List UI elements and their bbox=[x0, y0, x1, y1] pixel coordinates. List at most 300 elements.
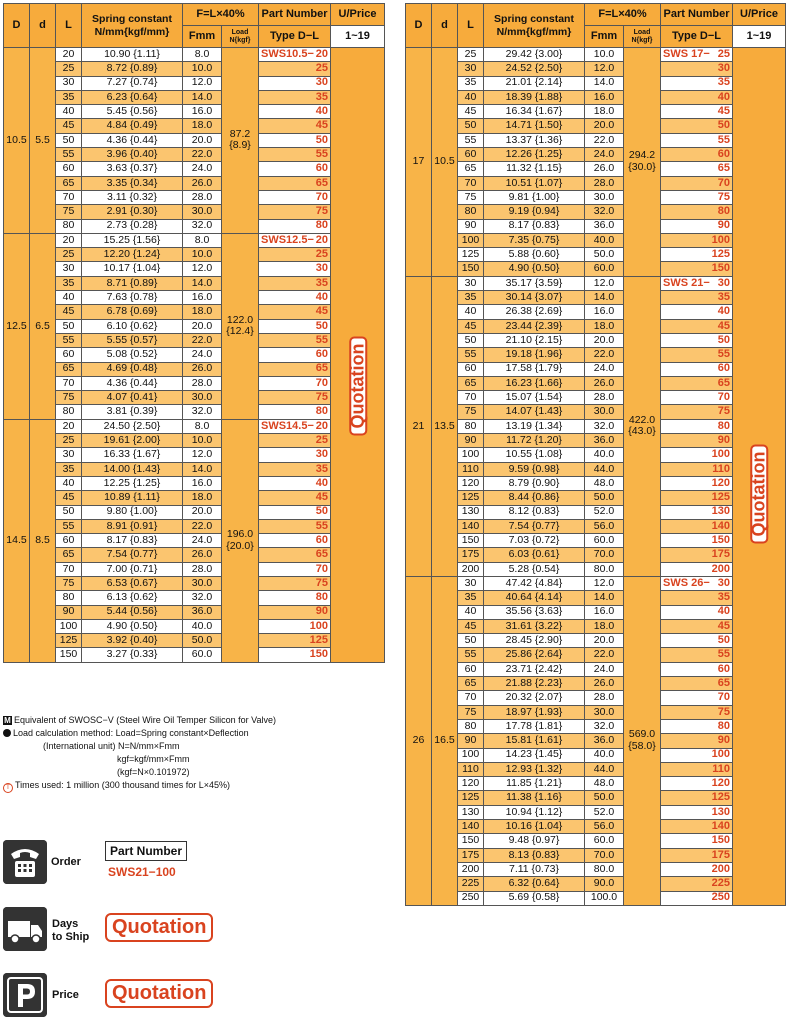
part-number-length: 70 bbox=[315, 190, 328, 203]
cell-L: 75 bbox=[56, 576, 82, 590]
cell-L: 55 bbox=[458, 648, 484, 662]
table-row bbox=[406, 133, 786, 147]
cell-fmm: 26.0 bbox=[585, 162, 624, 176]
cell-spring-constant: 6.10 {0.62} bbox=[82, 319, 183, 333]
cell-fmm: 60.0 bbox=[585, 262, 624, 276]
cell-fmm: 30.0 bbox=[183, 576, 222, 590]
cell-fmm: 20.0 bbox=[585, 333, 624, 347]
cell-fmm: 36.0 bbox=[585, 734, 624, 748]
load-kgf: {58.0} bbox=[628, 739, 656, 752]
table-row bbox=[406, 76, 786, 90]
cell-part-number bbox=[259, 348, 331, 362]
cell-d: 16.5 bbox=[432, 576, 458, 905]
cell-L: 110 bbox=[458, 462, 484, 476]
cell-fmm: 60.0 bbox=[585, 534, 624, 548]
cell-L: 35 bbox=[458, 591, 484, 605]
part-number-length: 25 bbox=[315, 62, 328, 75]
cell-fmm: 26.0 bbox=[585, 376, 624, 390]
cell-L: 125 bbox=[458, 791, 484, 805]
part-number-length: 35 bbox=[717, 76, 730, 89]
cell-part-number bbox=[661, 548, 733, 562]
cell-L: 45 bbox=[458, 319, 484, 333]
cell-L: 75 bbox=[458, 705, 484, 719]
load-kgf: {12.4} bbox=[226, 325, 254, 338]
cell-L: 65 bbox=[56, 548, 82, 562]
cell-part-number bbox=[259, 434, 331, 448]
header-L: L bbox=[56, 4, 82, 48]
table-row bbox=[4, 534, 385, 548]
table-row bbox=[4, 105, 385, 119]
cell-part-number bbox=[661, 719, 733, 733]
bullet-icon bbox=[3, 729, 11, 737]
cell-load bbox=[222, 233, 259, 419]
cell-fmm: 26.0 bbox=[183, 176, 222, 190]
times-used-icon: T bbox=[3, 783, 13, 793]
cell-L: 55 bbox=[458, 348, 484, 362]
cell-part-number bbox=[661, 762, 733, 776]
cell-spring-constant: 24.50 {2.50} bbox=[82, 419, 183, 433]
cell-spring-constant: 8.91 {0.91} bbox=[82, 519, 183, 533]
header-load-label: Load bbox=[231, 28, 249, 36]
cell-part-number bbox=[661, 291, 733, 305]
part-number-length: 50 bbox=[315, 505, 328, 518]
cell-spring-constant: 12.93 {1.32} bbox=[484, 762, 585, 776]
cell-spring-constant: 17.58 {1.79} bbox=[484, 362, 585, 376]
table-row bbox=[4, 462, 385, 476]
cell-part-number bbox=[259, 262, 331, 276]
quotation-badge[interactable]: Quotation bbox=[349, 336, 367, 435]
cell-part-number bbox=[661, 877, 733, 891]
cell-fmm: 22.0 bbox=[585, 348, 624, 362]
part-number-length: 65 bbox=[717, 376, 730, 389]
cell-fmm: 30.0 bbox=[183, 391, 222, 405]
cell-spring-constant: 7.54 {0.77} bbox=[484, 519, 585, 533]
cell-part-number bbox=[259, 148, 331, 162]
cell-spring-constant: 7.03 {0.72} bbox=[484, 534, 585, 548]
cell-part-number bbox=[661, 219, 733, 233]
cell-spring-constant: 6.78 {0.69} bbox=[82, 305, 183, 319]
cell-spring-constant: 11.85 {1.21} bbox=[484, 777, 585, 791]
table-row bbox=[406, 634, 786, 648]
cell-fmm: 14.0 bbox=[183, 462, 222, 476]
cell-L: 45 bbox=[56, 305, 82, 319]
note-material bbox=[3, 714, 276, 727]
cell-L: 100 bbox=[56, 619, 82, 633]
cell-L: 150 bbox=[56, 648, 82, 662]
cell-spring-constant: 3.35 {0.34} bbox=[82, 176, 183, 190]
cell-L: 50 bbox=[458, 333, 484, 347]
cell-fmm: 24.0 bbox=[585, 662, 624, 676]
cell-part-number bbox=[259, 562, 331, 576]
cell-spring-constant: 10.55 {1.08} bbox=[484, 448, 585, 462]
table-row bbox=[406, 848, 786, 862]
cell-part-number bbox=[259, 305, 331, 319]
table-row bbox=[4, 576, 385, 590]
part-number-length: 125 bbox=[711, 248, 730, 261]
cell-load bbox=[624, 48, 661, 277]
cell-part-number bbox=[661, 176, 733, 190]
header-load-unit: N{kgf} bbox=[229, 36, 251, 44]
cell-L: 65 bbox=[56, 176, 82, 190]
table-row bbox=[406, 262, 786, 276]
cell-part-number bbox=[661, 576, 733, 590]
cell-fmm: 12.0 bbox=[183, 76, 222, 90]
cell-fmm: 30.0 bbox=[585, 405, 624, 419]
part-number-length: 35 bbox=[315, 462, 328, 475]
part-number-length: 40 bbox=[315, 290, 328, 303]
spec-table-left bbox=[3, 3, 385, 663]
cell-part-number bbox=[259, 376, 331, 390]
part-number-length: 140 bbox=[711, 819, 730, 832]
note-load-method bbox=[3, 727, 276, 740]
part-number-length: 125 bbox=[711, 491, 730, 504]
part-number-length: 90 bbox=[717, 219, 730, 232]
cell-part-number bbox=[259, 591, 331, 605]
table-row bbox=[406, 233, 786, 247]
table-row bbox=[406, 391, 786, 405]
cell-fmm: 12.0 bbox=[183, 448, 222, 462]
cell-spring-constant: 10.94 {1.12} bbox=[484, 805, 585, 819]
cell-spring-constant: 16.23 {1.66} bbox=[484, 376, 585, 390]
cell-fmm: 12.0 bbox=[585, 576, 624, 590]
part-number-length: 100 bbox=[711, 748, 730, 761]
table-row bbox=[406, 591, 786, 605]
cell-L: 250 bbox=[458, 891, 484, 905]
cell-part-number bbox=[661, 619, 733, 633]
cell-L: 55 bbox=[56, 519, 82, 533]
cell-spring-constant: 7.00 {0.71} bbox=[82, 562, 183, 576]
cell-spring-constant: 9.48 {0.97} bbox=[484, 834, 585, 848]
cell-fmm: 36.0 bbox=[585, 434, 624, 448]
part-number-length: 175 bbox=[711, 548, 730, 561]
cell-part-number bbox=[661, 62, 733, 76]
table-row bbox=[406, 319, 786, 333]
header-fmm: Fmm bbox=[585, 26, 624, 48]
part-number-length: 40 bbox=[315, 476, 328, 489]
table-row bbox=[406, 362, 786, 376]
load-value: 569.0 bbox=[628, 728, 656, 741]
cell-part-number bbox=[259, 333, 331, 347]
cell-fmm: 60.0 bbox=[585, 834, 624, 848]
cell-L: 130 bbox=[458, 505, 484, 519]
cell-fmm: 10.0 bbox=[183, 434, 222, 448]
cell-fmm: 14.0 bbox=[183, 90, 222, 104]
cell-fmm: 30.0 bbox=[183, 205, 222, 219]
cell-part-number bbox=[259, 634, 331, 648]
cell-spring-constant: 14.23 {1.45} bbox=[484, 748, 585, 762]
cell-spring-constant: 12.26 {1.25} bbox=[484, 148, 585, 162]
table-row bbox=[406, 891, 786, 905]
cell-fmm: 80.0 bbox=[585, 862, 624, 876]
table-row bbox=[4, 419, 385, 433]
part-number-prefix: SWS 17− bbox=[663, 47, 710, 60]
part-number-length: 80 bbox=[315, 405, 328, 418]
header-load bbox=[624, 26, 661, 48]
cell-L: 125 bbox=[458, 248, 484, 262]
part-number-length: 125 bbox=[309, 634, 328, 647]
cell-spring-constant: 12.20 {1.24} bbox=[82, 248, 183, 262]
header-spring-constant bbox=[484, 4, 585, 48]
table-row bbox=[4, 391, 385, 405]
cell-spring-constant: 18.39 {1.88} bbox=[484, 90, 585, 104]
part-number-length: 65 bbox=[315, 176, 328, 189]
cell-spring-constant: 23.44 {2.39} bbox=[484, 319, 585, 333]
cell-spring-constant: 19.61 {2.00} bbox=[82, 434, 183, 448]
table-row bbox=[4, 362, 385, 376]
note-times-used bbox=[3, 779, 276, 793]
cell-L: 70 bbox=[56, 562, 82, 576]
cell-fmm: 36.0 bbox=[585, 219, 624, 233]
cell-spring-constant: 10.16 {1.04} bbox=[484, 820, 585, 834]
cell-fmm: 60.0 bbox=[183, 648, 222, 662]
cell-L: 140 bbox=[458, 519, 484, 533]
part-number-length: 90 bbox=[315, 605, 328, 618]
table-row bbox=[406, 748, 786, 762]
cell-part-number bbox=[661, 90, 733, 104]
table-row bbox=[406, 376, 786, 390]
cell-L: 40 bbox=[56, 291, 82, 305]
cell-spring-constant: 15.25 {1.56} bbox=[82, 233, 183, 247]
cell-fmm: 70.0 bbox=[585, 848, 624, 862]
cell-spring-constant: 5.88 {0.60} bbox=[484, 248, 585, 262]
cell-spring-constant: 5.44 {0.56} bbox=[82, 605, 183, 619]
part-number-length: 50 bbox=[717, 333, 730, 346]
cell-part-number bbox=[661, 76, 733, 90]
table-row bbox=[4, 233, 385, 247]
cell-fmm: 28.0 bbox=[585, 391, 624, 405]
cell-spring-constant: 19.18 {1.96} bbox=[484, 348, 585, 362]
cell-part-number bbox=[661, 476, 733, 490]
table-row bbox=[406, 462, 786, 476]
part-number-length: 60 bbox=[717, 362, 730, 375]
cell-D: 12.5 bbox=[4, 233, 30, 419]
header-part-number: Part Number bbox=[661, 4, 733, 26]
cell-L: 55 bbox=[56, 148, 82, 162]
cell-L: 80 bbox=[458, 205, 484, 219]
cell-fmm: 10.0 bbox=[183, 248, 222, 262]
cell-D: 21 bbox=[406, 276, 432, 576]
table-row bbox=[406, 805, 786, 819]
cell-part-number bbox=[661, 491, 733, 505]
cell-spring-constant: 10.51 {1.07} bbox=[484, 176, 585, 190]
cell-spring-constant: 17.78 {1.81} bbox=[484, 719, 585, 733]
table-row bbox=[4, 276, 385, 290]
cell-spring-constant: 4.90 {0.50} bbox=[82, 619, 183, 633]
part-number-length: 45 bbox=[717, 105, 730, 118]
table-row bbox=[4, 76, 385, 90]
cell-spring-constant: 10.17 {1.04} bbox=[82, 262, 183, 276]
cell-spring-constant: 23.71 {2.42} bbox=[484, 662, 585, 676]
price-quotation[interactable]: Quotation bbox=[105, 979, 213, 1008]
cell-spring-constant: 4.07 {0.41} bbox=[82, 391, 183, 405]
cell-spring-constant: 15.07 {1.54} bbox=[484, 391, 585, 405]
cell-part-number bbox=[661, 233, 733, 247]
load-kgf: {20.0} bbox=[226, 539, 254, 552]
cell-L: 25 bbox=[458, 48, 484, 62]
cell-part-number bbox=[259, 291, 331, 305]
table-row bbox=[406, 219, 786, 233]
load-kgf: {43.0} bbox=[628, 425, 656, 438]
table-row bbox=[406, 605, 786, 619]
table-row bbox=[406, 291, 786, 305]
load-value: 122.0 bbox=[226, 313, 254, 326]
days-to-ship-quotation[interactable]: Quotation bbox=[105, 913, 213, 942]
cell-spring-constant: 7.63 {0.78} bbox=[82, 291, 183, 305]
table-row bbox=[4, 548, 385, 562]
cell-L: 55 bbox=[458, 133, 484, 147]
cell-spring-constant: 26.38 {2.69} bbox=[484, 305, 585, 319]
cell-L: 90 bbox=[458, 219, 484, 233]
header-type: Type D−L bbox=[259, 26, 331, 48]
cell-fmm: 32.0 bbox=[585, 419, 624, 433]
cell-L: 100 bbox=[458, 448, 484, 462]
cell-L: 50 bbox=[56, 319, 82, 333]
cell-fmm: 100.0 bbox=[585, 891, 624, 905]
cell-part-number bbox=[661, 519, 733, 533]
part-number-length: 75 bbox=[315, 576, 328, 589]
header-load-label: Load bbox=[633, 28, 651, 36]
quotation-badge[interactable]: Quotation bbox=[750, 444, 768, 543]
cell-part-number bbox=[259, 448, 331, 462]
part-number-length: 45 bbox=[717, 319, 730, 332]
load-kgf: {8.9} bbox=[229, 139, 251, 152]
part-number-length: 75 bbox=[717, 405, 730, 418]
table-row bbox=[406, 877, 786, 891]
part-number-length: 150 bbox=[711, 262, 730, 275]
cell-L: 65 bbox=[458, 677, 484, 691]
cell-L: 50 bbox=[56, 133, 82, 147]
table-row bbox=[406, 705, 786, 719]
part-number-length: 175 bbox=[711, 848, 730, 861]
note-conversion: (kgf=N×0.101972) bbox=[117, 767, 190, 777]
part-number-length: 200 bbox=[711, 862, 730, 875]
table-body bbox=[4, 48, 385, 663]
part-number-length: 90 bbox=[717, 734, 730, 747]
cell-spring-constant: 4.36 {0.44} bbox=[82, 376, 183, 390]
table-row bbox=[4, 62, 385, 76]
cell-spring-constant: 4.69 {0.48} bbox=[82, 362, 183, 376]
cell-part-number bbox=[661, 662, 733, 676]
cell-fmm: 24.0 bbox=[183, 534, 222, 548]
cell-part-number bbox=[661, 834, 733, 848]
cell-fmm: 16.0 bbox=[183, 105, 222, 119]
table-row bbox=[4, 434, 385, 448]
table-row bbox=[4, 648, 385, 662]
days-to-ship-label bbox=[52, 918, 89, 944]
cell-spring-constant: 6.03 {0.61} bbox=[484, 548, 585, 562]
cell-spring-constant: 7.54 {0.77} bbox=[82, 548, 183, 562]
cell-L: 60 bbox=[56, 162, 82, 176]
cell-fmm: 32.0 bbox=[183, 405, 222, 419]
table-row bbox=[406, 505, 786, 519]
cell-part-number bbox=[661, 534, 733, 548]
cell-load bbox=[222, 48, 259, 234]
cell-fmm: 70.0 bbox=[585, 548, 624, 562]
cell-L: 40 bbox=[458, 305, 484, 319]
cell-part-number bbox=[259, 648, 331, 662]
cell-part-number bbox=[661, 748, 733, 762]
cell-fmm: 28.0 bbox=[183, 190, 222, 204]
load-value: 422.0 bbox=[628, 413, 656, 426]
cell-L: 60 bbox=[56, 348, 82, 362]
table-row bbox=[4, 562, 385, 576]
table-row bbox=[4, 519, 385, 533]
table-row bbox=[406, 777, 786, 791]
cell-part-number bbox=[259, 534, 331, 548]
table-row bbox=[406, 562, 786, 576]
cell-spring-constant: 35.17 {3.59} bbox=[484, 276, 585, 290]
cell-part-number bbox=[661, 405, 733, 419]
part-number-length: 60 bbox=[717, 662, 730, 675]
cell-L: 150 bbox=[458, 834, 484, 848]
cell-fmm: 50.0 bbox=[585, 248, 624, 262]
part-number-length: 55 bbox=[717, 648, 730, 661]
cell-L: 20 bbox=[56, 233, 82, 247]
cell-spring-constant: 14.07 {1.43} bbox=[484, 405, 585, 419]
part-number-length: 60 bbox=[315, 348, 328, 361]
cell-L: 60 bbox=[56, 534, 82, 548]
cell-spring-constant: 11.32 {1.15} bbox=[484, 162, 585, 176]
part-number-length: 60 bbox=[717, 147, 730, 160]
part-number-length: 20 bbox=[315, 419, 328, 432]
cell-unit-price bbox=[733, 48, 786, 906]
table-row bbox=[4, 248, 385, 262]
table-row bbox=[406, 176, 786, 190]
cell-spring-constant: 2.73 {0.28} bbox=[82, 219, 183, 233]
cell-fmm: 50.0 bbox=[183, 634, 222, 648]
cell-d: 8.5 bbox=[30, 419, 56, 662]
cell-part-number bbox=[661, 705, 733, 719]
cell-spring-constant: 9.80 {1.00} bbox=[82, 505, 183, 519]
cell-part-number bbox=[661, 148, 733, 162]
days-label-line1: Days bbox=[52, 918, 79, 930]
note-kgf: kgf=kgf/mm×Fmm bbox=[117, 754, 190, 764]
part-number-length: 25 bbox=[717, 47, 730, 60]
cell-spring-constant: 8.79 {0.90} bbox=[484, 476, 585, 490]
cell-load bbox=[624, 276, 661, 576]
cell-fmm: 12.0 bbox=[183, 262, 222, 276]
cell-L: 125 bbox=[56, 634, 82, 648]
cell-d: 6.5 bbox=[30, 233, 56, 419]
part-number-length: 50 bbox=[717, 634, 730, 647]
cell-D: 17 bbox=[406, 48, 432, 277]
cell-fmm: 20.0 bbox=[183, 133, 222, 147]
table-row bbox=[406, 648, 786, 662]
cell-L: 70 bbox=[56, 376, 82, 390]
table-row bbox=[406, 305, 786, 319]
cell-part-number bbox=[661, 434, 733, 448]
cell-L: 50 bbox=[458, 119, 484, 133]
part-number-length: 130 bbox=[711, 505, 730, 518]
cell-part-number bbox=[259, 391, 331, 405]
cell-spring-constant: 35.56 {3.63} bbox=[484, 605, 585, 619]
cell-part-number bbox=[259, 491, 331, 505]
price-p-icon bbox=[3, 973, 47, 1017]
cell-L: 100 bbox=[458, 233, 484, 247]
table-row bbox=[4, 90, 385, 104]
part-number-length: 35 bbox=[717, 591, 730, 604]
part-number-prefix: SWS 21− bbox=[663, 276, 710, 289]
part-number-length: 75 bbox=[315, 205, 328, 218]
cell-fmm: 12.0 bbox=[585, 62, 624, 76]
part-number-length: 60 bbox=[315, 162, 328, 175]
cell-L: 30 bbox=[458, 276, 484, 290]
cell-fmm: 18.0 bbox=[183, 491, 222, 505]
cell-part-number bbox=[661, 48, 733, 62]
cell-spring-constant: 5.28 {0.54} bbox=[484, 562, 585, 576]
cell-part-number bbox=[661, 562, 733, 576]
part-number-length: 20 bbox=[315, 47, 328, 60]
